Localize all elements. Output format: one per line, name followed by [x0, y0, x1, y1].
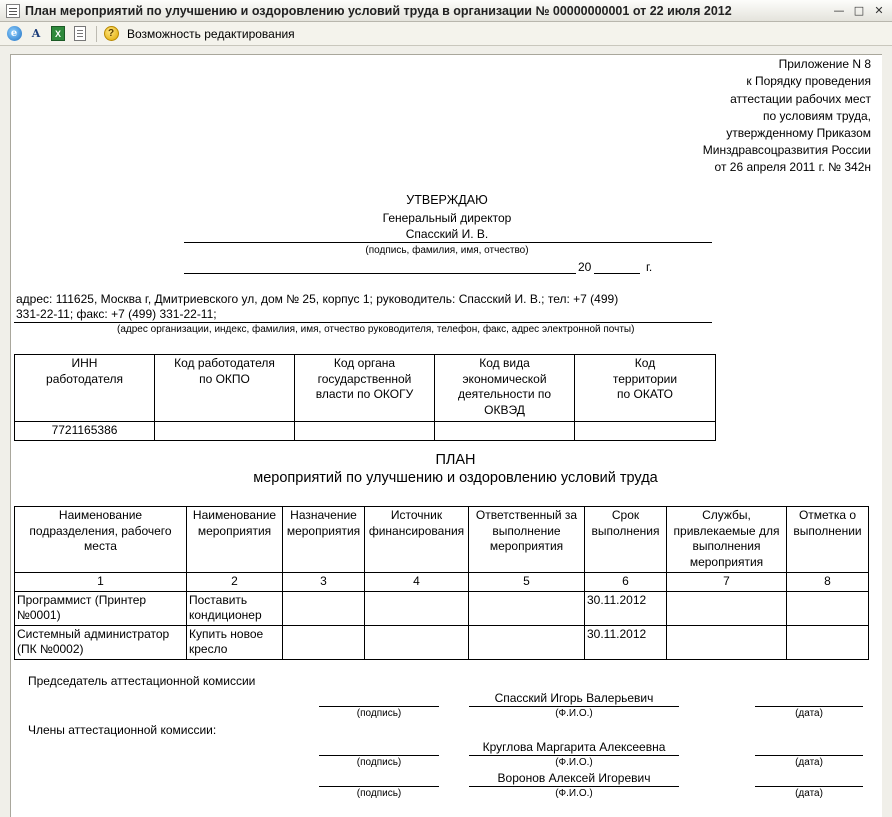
chair-name-caption: (Ф.И.О.)	[555, 708, 593, 719]
plan-subtitle: мероприятий по улучшению и оздоровлению условий труда	[253, 470, 658, 486]
chair-name: Спасский Игорь Валерьевич	[494, 691, 654, 705]
document-icon	[74, 26, 86, 41]
edit-mode-toggle[interactable]: Возможность редактирования	[127, 26, 295, 41]
member-2-date-line	[755, 786, 863, 787]
row-done	[787, 591, 869, 625]
member-2-sign-caption: (подпись)	[356, 788, 402, 799]
member-2-name-line	[469, 786, 679, 787]
member-1-name-line	[469, 755, 679, 756]
chair-date-line	[755, 706, 863, 707]
chair-name-line	[469, 706, 679, 707]
chair-date-caption: (дата)	[795, 708, 823, 719]
table-row	[15, 591, 869, 625]
export-excel-button[interactable]	[48, 24, 68, 44]
row-department: Программист (Принтер №0001)	[15, 591, 187, 625]
row-measure: Поставить кондиционер	[187, 591, 283, 625]
address-underline	[14, 322, 712, 323]
toolbar-separator	[96, 26, 97, 42]
row-purpose	[283, 591, 365, 625]
font-icon: A	[31, 27, 41, 40]
row-department: Системный администратор (ПК №0002)	[15, 625, 187, 659]
maximize-button[interactable]: □	[853, 4, 865, 17]
appendix-line-5: утвержденному Приказом	[726, 126, 871, 140]
appendix-line-3: аттестации рабочих мест	[730, 92, 871, 106]
plan-number-cell: 8	[787, 573, 869, 592]
row-funding	[365, 625, 469, 659]
approve-title: УТВЕРЖДАЮ	[406, 193, 488, 207]
codes-header-okpo: Код работодателя по ОКПО	[155, 355, 295, 422]
plan-header-department: Наименование подразделения, рабочего места	[15, 507, 187, 573]
member-1-name-caption: (Ф.И.О.)	[555, 757, 593, 768]
table-row	[15, 625, 869, 659]
approve-signature-line	[184, 242, 712, 243]
member-2-name: Воронов Алексей Игоревич	[497, 771, 651, 785]
approve-date-prefix: 20	[578, 260, 592, 274]
close-button[interactable]: ✕	[874, 4, 884, 17]
plan-header-measure: Наименование мероприятия	[187, 507, 283, 573]
plan-header-done: Отметка о выполнении	[787, 507, 869, 573]
member-1-name: Круглова Маргарита Алексеевна	[482, 740, 666, 754]
document-window-icon	[6, 4, 20, 18]
address-caption: (адрес организации, индекс, фамилия, имя, отчество руководителя, телефон, факс, адрес электронной почты)	[117, 324, 635, 335]
chair-sign-line	[319, 706, 439, 707]
plan-header-responsible: Ответственный за выполнение мероприятия	[469, 507, 585, 573]
document-area	[10, 54, 882, 817]
row-deadline: 30.11.2012	[585, 625, 667, 659]
approve-date-suffix: г.	[646, 260, 653, 274]
codes-header-okato: Код территории по ОКАТО	[575, 355, 716, 422]
plan-header-deadline: Срок выполнения	[585, 507, 667, 573]
member-2-name-caption: (Ф.И.О.)	[555, 788, 593, 799]
plan-number-cell: 3	[283, 573, 365, 592]
codes-value-row	[15, 422, 716, 441]
open-in-browser-button[interactable]	[4, 24, 24, 44]
window-title: План мероприятий по улучшению и оздоровлению условий труда в организации № 00000000001 от 22 июля 2012	[25, 3, 732, 18]
member-1-date-line	[755, 755, 863, 756]
ie-icon: e	[7, 26, 22, 41]
chair-sign-caption: (подпись)	[356, 708, 402, 719]
plan-number-cell: 2	[187, 573, 283, 592]
window-controls	[830, 3, 888, 19]
appendix-line-6: Минздравсоцразвития России	[702, 143, 871, 157]
member-2-date-caption: (дата)	[795, 788, 823, 799]
codes-header-row	[15, 355, 716, 422]
appendix-line-7: от 26 апреля 2011 г. № 342н	[714, 160, 871, 174]
help-button[interactable]	[101, 24, 121, 44]
commission-members-label: Члены аттестационной комиссии:	[28, 723, 217, 737]
plan-header-row	[15, 507, 869, 573]
row-deadline: 30.11.2012	[585, 591, 667, 625]
codes-header-inn: ИНН работодателя	[15, 355, 155, 422]
plan-number-cell: 1	[15, 573, 187, 592]
font-button[interactable]	[26, 24, 46, 44]
plan-table	[14, 506, 869, 660]
minimize-button[interactable]: —	[833, 4, 845, 17]
codes-table	[14, 354, 716, 441]
plan-number-cell: 7	[667, 573, 787, 592]
codes-value-okato	[575, 422, 716, 441]
row-purpose	[283, 625, 365, 659]
approve-year-line	[594, 273, 640, 274]
appendix-line-1: Приложение N 8	[778, 57, 871, 71]
row-measure: Купить новое кресло	[187, 625, 283, 659]
plan-number-row	[15, 573, 869, 592]
codes-value-okogu	[295, 422, 435, 441]
document-button[interactable]	[70, 24, 90, 44]
plan-number-cell: 6	[585, 573, 667, 592]
codes-value-inn: 7721165386	[15, 422, 155, 441]
codes-value-okpo	[155, 422, 295, 441]
row-responsible	[469, 591, 585, 625]
codes-header-okved: Код вида экономической деятельности по ОКВЭД	[435, 355, 575, 422]
plan-number-cell: 4	[365, 573, 469, 592]
address-line-1: адрес: 111625, Москва г, Дмитриевского ул, дом № 25, корпус 1; руководитель: Спасский И. В.; тел: +7 (499)	[16, 292, 619, 306]
plan-header-funding: Источник финансирования	[365, 507, 469, 573]
excel-icon: X	[51, 26, 65, 41]
approve-name: Спасский И. В.	[405, 227, 489, 241]
row-services	[667, 591, 787, 625]
row-services	[667, 625, 787, 659]
plan-title: ПЛАН	[435, 452, 476, 468]
address-line-2: 331-22-11; факс: +7 (499) 331-22-11;	[16, 307, 217, 321]
approve-position: Генеральный директор	[382, 211, 512, 225]
row-responsible	[469, 625, 585, 659]
row-funding	[365, 591, 469, 625]
row-done	[787, 625, 869, 659]
plan-header-services: Службы, привлекаемые для выполнения мероприятия	[667, 507, 787, 573]
member-2-sign-line	[319, 786, 439, 787]
plan-header-purpose: Назначение мероприятия	[283, 507, 365, 573]
plan-number-cell: 5	[469, 573, 585, 592]
member-1-sign-caption: (подпись)	[356, 757, 402, 768]
codes-value-okved	[435, 422, 575, 441]
member-1-date-caption: (дата)	[795, 757, 823, 768]
member-1-sign-line	[319, 755, 439, 756]
approve-signature-caption: (подпись, фамилия, имя, отчество)	[365, 245, 529, 256]
help-icon: ?	[104, 26, 119, 41]
commission-chair-label: Председатель аттестационной комиссии	[28, 674, 256, 688]
window-titlebar	[0, 0, 892, 22]
codes-header-okogu: Код органа государственной власти по ОКОГУ	[295, 355, 435, 422]
toolbar	[0, 22, 892, 46]
appendix-line-4: по условиям труда,	[763, 109, 871, 123]
approve-date-line	[184, 273, 576, 274]
appendix-line-2: к Порядку проведения	[746, 74, 871, 88]
